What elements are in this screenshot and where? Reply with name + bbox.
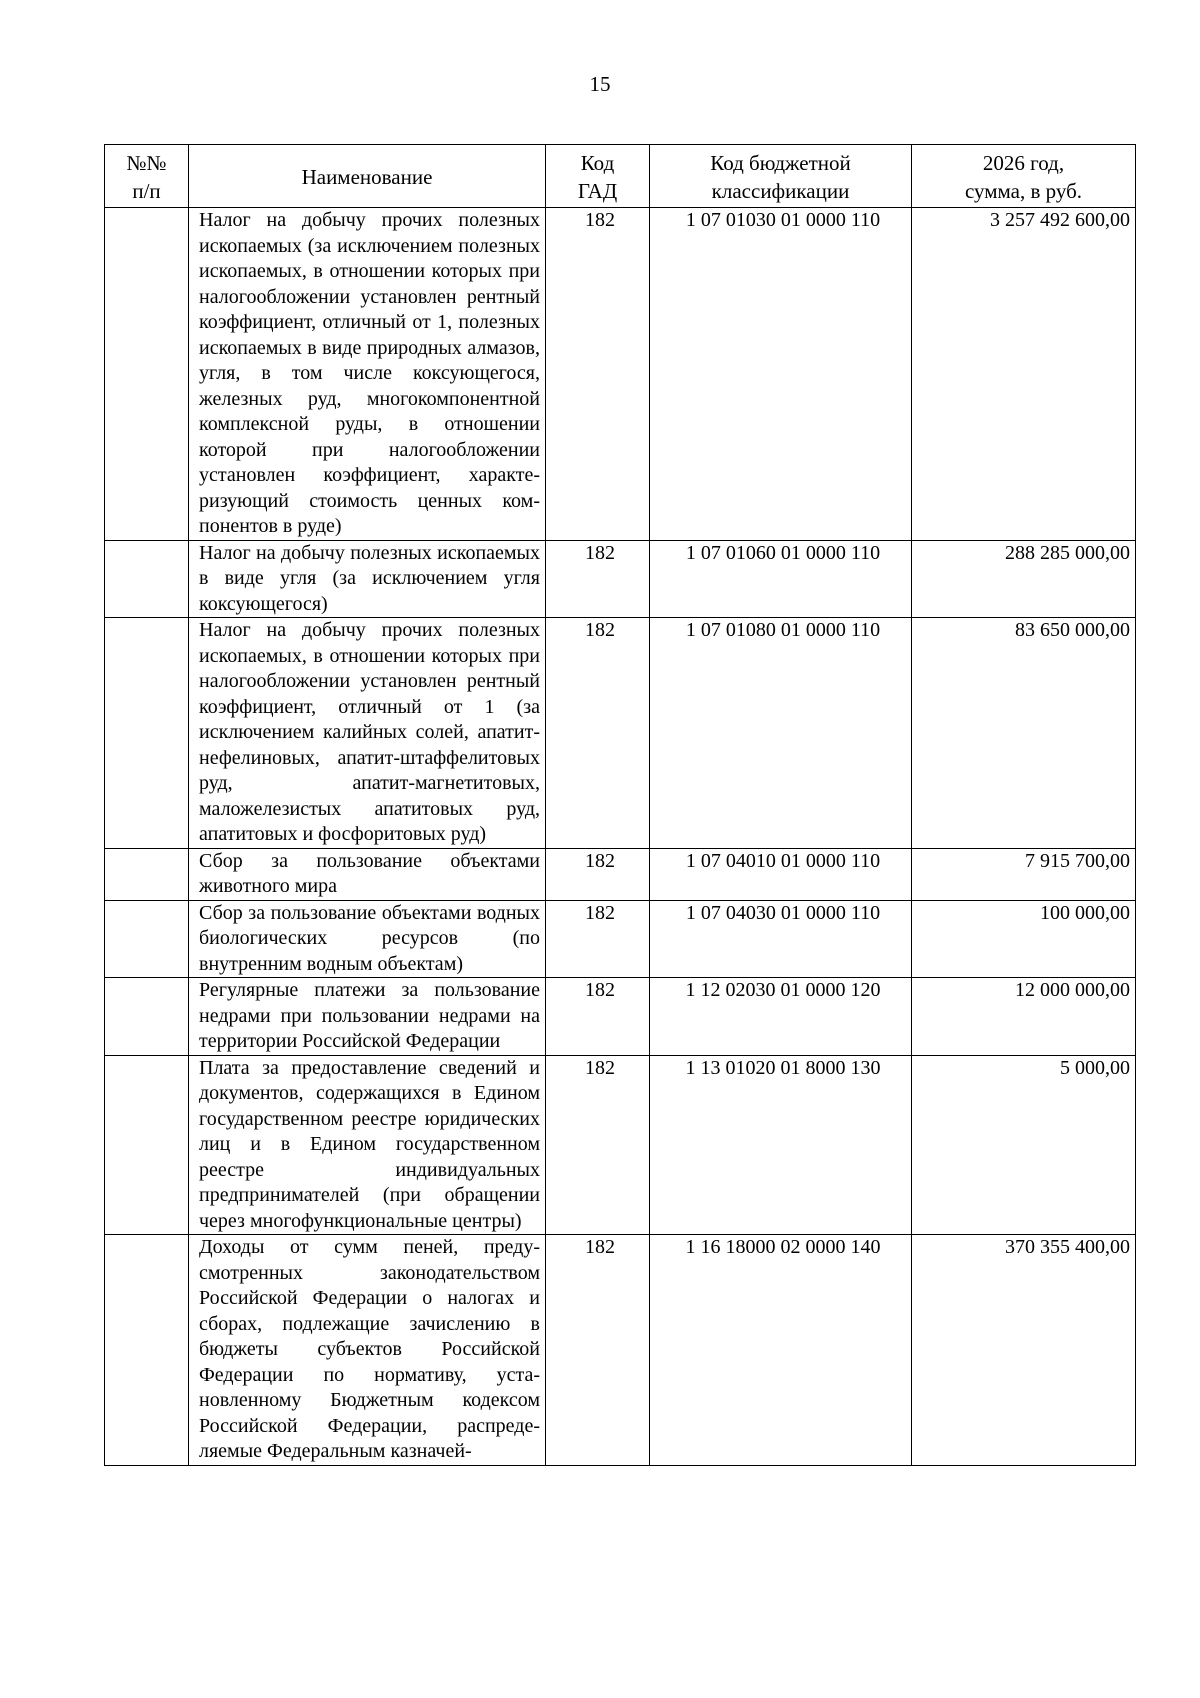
header-number-line2: п/п [132, 179, 161, 203]
row-amount: 5 000,00 [912, 1055, 1136, 1235]
table-row [105, 848, 1136, 900]
header-number-line1: №№ [126, 151, 167, 175]
row-number [105, 848, 189, 900]
row-gad-code: 182 [546, 618, 650, 849]
row-amount: 3 257 492 600,00 [912, 208, 1136, 541]
row-name: Плата за предоставление сведений и документов, содержащихся в Едином государственном реестре юридических лиц и в Едином государственном реестре индивидуальных предпринимателей (при обращении через многофункциональные центры) [189, 1055, 546, 1235]
row-budget-code: 1 07 01060 01 0000 110 [650, 540, 912, 618]
row-gad-code: 182 [546, 1055, 650, 1235]
row-gad-code: 182 [546, 900, 650, 978]
row-number [105, 900, 189, 978]
row-budget-code: 1 13 01020 01 8000 130 [650, 1055, 912, 1235]
row-name: Налог на добычу прочих полезных ископаемых (за исключением полезных ископаемых, в отношении которых при налогообложении установлен рентный коэффициент, отличный от 1, полезных ископаемых в виде природных алмазов, угля, в том числе коксующегося, железных руд, многокомпонентной комплексной руды, в отношении которой при налогообложении установлен коэффициент, характеризующий стоимость ценных компонентов в руде) [189, 208, 546, 541]
row-gad-code: 182 [546, 208, 650, 541]
row-number [105, 1235, 189, 1466]
row-budget-code: 1 07 04030 01 0000 110 [650, 900, 912, 978]
budget-revenue-table [104, 144, 1136, 1466]
row-number [105, 540, 189, 618]
header-amount-line2: сумма, в руб. [964, 179, 1083, 203]
header-gad-line1: Код [580, 151, 615, 175]
row-amount: 288 285 000,00 [912, 540, 1136, 618]
row-budget-code: 1 16 18000 02 0000 140 [650, 1235, 912, 1466]
row-name: Доходы от сумм пеней, предусмотренных законодательством Российской Федерации о налогах и сборах, подлежащие зачислению в бюджеты субъектов Российской Федерации по нормативу, установленному Бюджетным кодексом Российской Федерации, распределяемые Федеральным казначей- [189, 1235, 546, 1466]
header-amount-line1: 2026 год, [982, 151, 1065, 175]
row-budget-code: 1 12 02030 01 0000 120 [650, 978, 912, 1056]
header-name-text: Наименование [301, 165, 433, 189]
row-budget-code: 1 07 04010 01 0000 110 [650, 848, 912, 900]
row-budget-code: 1 07 01030 01 0000 110 [650, 208, 912, 541]
header-budget-code-line1: Код бюджетной [710, 151, 851, 175]
page-number: 15 [589, 72, 611, 96]
header-number [105, 145, 189, 208]
header-budget-code-line2: классификации [711, 179, 850, 203]
row-amount: 12 000 000,00 [912, 978, 1136, 1056]
row-amount: 7 915 700,00 [912, 848, 1136, 900]
table-row [105, 900, 1136, 978]
header-gad [546, 145, 650, 208]
row-budget-code: 1 07 01080 01 0000 110 [650, 618, 912, 849]
row-gad-code: 182 [546, 540, 650, 618]
row-name: Сбор за пользование объектами водных биологических ресурсов (по внутренним водным объектам) [189, 900, 546, 978]
header-gad-line2: ГАД [577, 179, 618, 203]
row-number [105, 208, 189, 541]
row-amount: 370 355 400,00 [912, 1235, 1136, 1466]
row-name: Регулярные платежи за пользование недрами при пользовании недрами на территории Российской Федерации [189, 978, 546, 1056]
table-row [105, 1055, 1136, 1235]
row-gad-code: 182 [546, 848, 650, 900]
header-amount [912, 145, 1136, 208]
table-row [105, 618, 1136, 849]
row-number [105, 618, 189, 849]
row-amount: 100 000,00 [912, 900, 1136, 978]
header-name [189, 145, 546, 208]
table-header-row [105, 145, 1136, 208]
header-budget-code [650, 145, 912, 208]
row-gad-code: 182 [546, 978, 650, 1056]
row-amount: 83 650 000,00 [912, 618, 1136, 849]
row-number [105, 1055, 189, 1235]
table-row [105, 978, 1136, 1056]
table-row [105, 1235, 1136, 1466]
table-row [105, 540, 1136, 618]
table-row [105, 208, 1136, 541]
row-name: Сбор за пользование объектами животного мира [189, 848, 546, 900]
row-name: Налог на добычу полезных ископаемых в виде угля (за исключением угля коксующегося) [189, 540, 546, 618]
row-gad-code: 182 [546, 1235, 650, 1466]
row-name: Налог на добычу прочих полезных ископаемых, в отношении которых при налогообложении установлен рентный коэффициент, отличный от 1 (за исключением калийных солей, апатит-нефелиновых, апатит-штаффелитовых руд, апатит-магнетитовых, маложелезистых апатитовых руд, апатитовых и фосфоритовых руд) [189, 618, 546, 849]
row-number [105, 978, 189, 1056]
